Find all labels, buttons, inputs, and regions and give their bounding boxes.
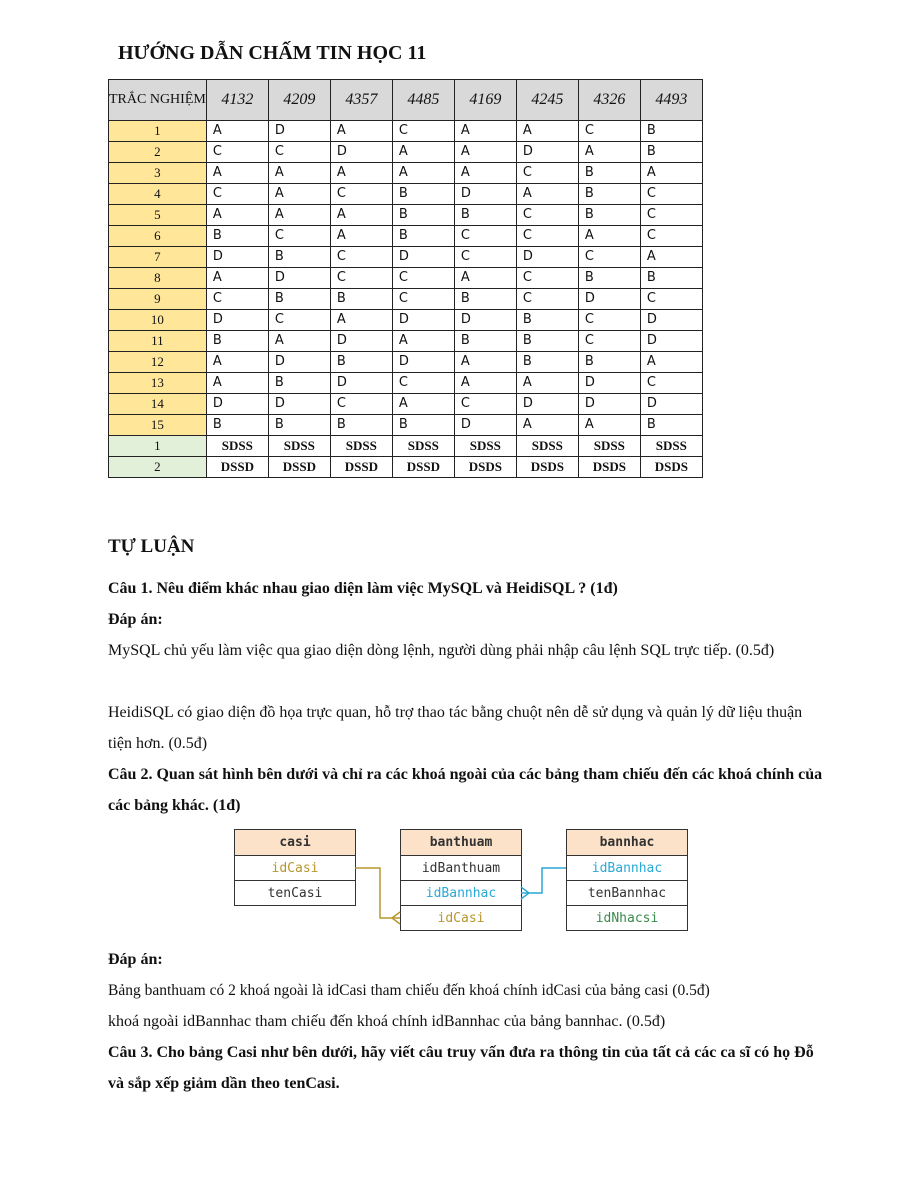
answer-cell: D	[206, 247, 268, 268]
answer-cell: D	[454, 310, 516, 331]
q2-answer-2: khoá ngoài idBannhac tham chiếu đến khoá chính idBannhac của bảng bannhac. (0.5đ)	[108, 1013, 666, 1030]
answer-cell: C	[392, 121, 454, 142]
header-code: 4209	[268, 80, 330, 121]
answer-cell: B	[640, 121, 702, 142]
page-title: HƯỚNG DẪN CHẤM TIN HỌC 11	[118, 42, 427, 64]
er-table-name: casi	[235, 830, 355, 855]
answer-cell: D	[268, 394, 330, 415]
answer-cell: C	[516, 289, 578, 310]
question-number: 1	[109, 121, 207, 142]
true-false-cell: DSSD	[268, 457, 330, 478]
answer-cell: D	[268, 121, 330, 142]
answer-cell: B	[330, 289, 392, 310]
answer-cell: D	[392, 310, 454, 331]
answer-cell: D	[206, 310, 268, 331]
answer-cell: A	[330, 121, 392, 142]
answer-cell: B	[206, 226, 268, 247]
answer-cell: A	[268, 184, 330, 205]
answer-cell: C	[516, 268, 578, 289]
answer-cell: B	[578, 184, 640, 205]
answer-cell: A	[516, 373, 578, 394]
answer-cell: B	[330, 415, 392, 436]
q2-answer-1: Bảng banthuam có 2 khoá ngoài là idCasi tham chiếu đến khoá chính idCasi của bảng casi (0.5đ)	[108, 982, 710, 999]
answer-cell: A	[392, 142, 454, 163]
answer-cell: A	[206, 352, 268, 373]
header-code: 4326	[578, 80, 640, 121]
answer-cell: C	[206, 184, 268, 205]
answer-cell: D	[392, 247, 454, 268]
answer-cell: D	[640, 310, 702, 331]
question-number: 12	[109, 352, 207, 373]
question-number: 13	[109, 373, 207, 394]
answer-cell: A	[392, 331, 454, 352]
header-multiple-choice: TRẮC NGHIỆM	[109, 80, 207, 121]
true-false-number: 2	[109, 457, 207, 478]
answer-cell: B	[330, 352, 392, 373]
answer-cell: A	[206, 373, 268, 394]
answer-cell: A	[268, 331, 330, 352]
true-false-number: 1	[109, 436, 207, 457]
answer-cell: B	[454, 331, 516, 352]
answer-cell: A	[206, 121, 268, 142]
answer-cell: C	[268, 226, 330, 247]
question-number: 3	[109, 163, 207, 184]
answer-cell: C	[640, 289, 702, 310]
answer-cell: D	[330, 373, 392, 394]
question-number: 5	[109, 205, 207, 226]
answer-cell: D	[268, 268, 330, 289]
answer-cell: A	[268, 163, 330, 184]
answer-cell: A	[330, 310, 392, 331]
true-false-cell: SDSS	[454, 436, 516, 457]
true-false-cell: DSSD	[392, 457, 454, 478]
answer-cell: B	[206, 415, 268, 436]
answer-cell: B	[578, 163, 640, 184]
answer-cell: C	[330, 268, 392, 289]
answer-cell: D	[640, 331, 702, 352]
true-false-cell: SDSS	[330, 436, 392, 457]
true-false-cell: SDSS	[516, 436, 578, 457]
question-number: 10	[109, 310, 207, 331]
question-number: 6	[109, 226, 207, 247]
answer-cell: A	[454, 121, 516, 142]
answer-cell: A	[578, 142, 640, 163]
answer-cell: B	[516, 310, 578, 331]
answer-cell: C	[578, 331, 640, 352]
answer-cell: A	[454, 142, 516, 163]
answer-cell: B	[268, 373, 330, 394]
bannhac-link-line	[521, 868, 566, 893]
question-number: 15	[109, 415, 207, 436]
answer-cell: B	[578, 268, 640, 289]
answer-cell: B	[454, 205, 516, 226]
er-field: tenBannhac	[567, 880, 687, 905]
er-field: tenCasi	[235, 880, 355, 905]
answer-cell: C	[206, 289, 268, 310]
answer-cell: C	[516, 205, 578, 226]
question-number: 14	[109, 394, 207, 415]
answer-cell: A	[206, 205, 268, 226]
answer-label: Đáp án:	[108, 611, 163, 628]
answer-cell: A	[578, 415, 640, 436]
answer-cell: D	[640, 394, 702, 415]
answer-cell: A	[330, 205, 392, 226]
question-3: Câu 3. Cho bảng Casi như bên dưới, hãy viết câu truy vấn đưa ra thông tin của tất cả các ca sĩ có họ Đỗ và sắp xếp giảm dần theo tenCasi.	[108, 1044, 814, 1092]
true-false-cell: DSSD	[330, 457, 392, 478]
answer-cell: D	[392, 352, 454, 373]
answer-cell: D	[454, 415, 516, 436]
answer-cell: C	[330, 247, 392, 268]
question-number: 4	[109, 184, 207, 205]
answer-cell: D	[516, 247, 578, 268]
essay-heading: TỰ LUẬN	[108, 536, 195, 557]
answer-cell: B	[392, 415, 454, 436]
casi-link-line	[355, 868, 400, 918]
answer-cell: A	[640, 247, 702, 268]
er-field: idBannhac	[567, 855, 687, 880]
answer-cell: A	[454, 352, 516, 373]
answer-cell: A	[268, 205, 330, 226]
header-code: 4169	[454, 80, 516, 121]
answer-cell: C	[578, 247, 640, 268]
answer-cell: A	[392, 163, 454, 184]
answer-cell: A	[516, 415, 578, 436]
er-table-name: bannhac	[567, 830, 687, 855]
true-false-cell: SDSS	[392, 436, 454, 457]
true-false-cell: DSDS	[516, 457, 578, 478]
true-false-cell: DSDS	[640, 457, 702, 478]
answer-cell: D	[578, 373, 640, 394]
true-false-cell: DSDS	[454, 457, 516, 478]
answer-cell: C	[454, 226, 516, 247]
answer-cell: C	[206, 142, 268, 163]
answer-cell: A	[454, 163, 516, 184]
answer-cell: D	[206, 394, 268, 415]
answer-label-2: Đáp án:	[108, 951, 163, 968]
answer-cell: B	[206, 331, 268, 352]
answer-cell: A	[330, 226, 392, 247]
header-code: 4245	[516, 80, 578, 121]
answer-cell: A	[454, 373, 516, 394]
true-false-cell: DSDS	[578, 457, 640, 478]
answer-cell: C	[640, 226, 702, 247]
answer-cell: A	[330, 163, 392, 184]
answer-cell: A	[454, 268, 516, 289]
question-number: 2	[109, 142, 207, 163]
answer-cell: A	[392, 394, 454, 415]
answer-cell: B	[268, 289, 330, 310]
answer-cell: D	[516, 394, 578, 415]
er-field: idBanthuam	[401, 855, 521, 880]
header-code: 4357	[330, 80, 392, 121]
answer-cell: C	[268, 310, 330, 331]
answer-cell: A	[640, 352, 702, 373]
answer-cell: D	[578, 289, 640, 310]
question-number: 11	[109, 331, 207, 352]
question-number: 9	[109, 289, 207, 310]
answer-cell: A	[206, 163, 268, 184]
answer-cell: B	[454, 289, 516, 310]
answer-cell: C	[392, 373, 454, 394]
answer-cell: C	[578, 310, 640, 331]
answer-cell: C	[330, 394, 392, 415]
answer-cell: D	[268, 352, 330, 373]
answer-cell: C	[516, 163, 578, 184]
answer-cell: D	[516, 142, 578, 163]
er-field: idCasi	[401, 905, 521, 930]
er-field: idNhacsi	[567, 905, 687, 930]
answer-cell: C	[640, 184, 702, 205]
answer-cell: B	[640, 268, 702, 289]
answer-cell: B	[640, 142, 702, 163]
answer-cell: C	[392, 289, 454, 310]
answer-cell: B	[392, 184, 454, 205]
answer-cell: A	[516, 184, 578, 205]
answer-cell: B	[578, 352, 640, 373]
header-code: 4493	[640, 80, 702, 121]
answer-cell: B	[516, 331, 578, 352]
er-field: idCasi	[235, 855, 355, 880]
answer-cell: B	[392, 205, 454, 226]
header-code: 4132	[206, 80, 268, 121]
answer-cell: C	[516, 226, 578, 247]
question-number: 8	[109, 268, 207, 289]
answer-cell: D	[330, 142, 392, 163]
er-field: idBannhac	[401, 880, 521, 905]
answer-cell: A	[578, 226, 640, 247]
q1-answer-2: HeidiSQL có giao diện đồ họa trực quan, hỗ trợ thao tác bằng chuột nên dễ sử dụng và quản lý dữ liệu thuận tiện hơn. (0.5đ)	[108, 704, 803, 752]
answer-cell: B	[640, 415, 702, 436]
answer-cell: A	[206, 268, 268, 289]
answer-cell: A	[516, 121, 578, 142]
true-false-cell: SDSS	[640, 436, 702, 457]
answer-cell: D	[454, 184, 516, 205]
answer-cell: C	[640, 373, 702, 394]
answer-cell: C	[454, 394, 516, 415]
answer-cell: B	[268, 247, 330, 268]
answer-cell: C	[268, 142, 330, 163]
q1-answer-1: MySQL chủ yếu làm việc qua giao diện dòng lệnh, người dùng phải nhập câu lệnh SQL trực tiếp. (0.5đ)	[108, 642, 775, 659]
question-number: 7	[109, 247, 207, 268]
answer-cell: C	[454, 247, 516, 268]
answer-cell: B	[268, 415, 330, 436]
question-1: Câu 1. Nêu điểm khác nhau giao diện làm việc MySQL và HeidiSQL ? (1đ)	[108, 580, 618, 597]
header-code: 4485	[392, 80, 454, 121]
answer-cell: B	[578, 205, 640, 226]
true-false-cell: SDSS	[206, 436, 268, 457]
answer-cell: D	[578, 394, 640, 415]
true-false-cell: SDSS	[578, 436, 640, 457]
answer-cell: C	[578, 121, 640, 142]
er-table-name: banthuam	[401, 830, 521, 855]
answer-cell: D	[330, 331, 392, 352]
true-false-cell: SDSS	[268, 436, 330, 457]
true-false-cell: DSSD	[206, 457, 268, 478]
answer-cell: C	[392, 268, 454, 289]
question-2: Câu 2. Quan sát hình bên dưới và chỉ ra các khoá ngoài của các bảng tham chiếu đến các khoá chính của các bảng khác. (1đ)	[108, 766, 823, 814]
answer-cell: C	[330, 184, 392, 205]
answer-cell: C	[640, 205, 702, 226]
answer-cell: A	[640, 163, 702, 184]
answer-cell: B	[392, 226, 454, 247]
answer-cell: B	[516, 352, 578, 373]
